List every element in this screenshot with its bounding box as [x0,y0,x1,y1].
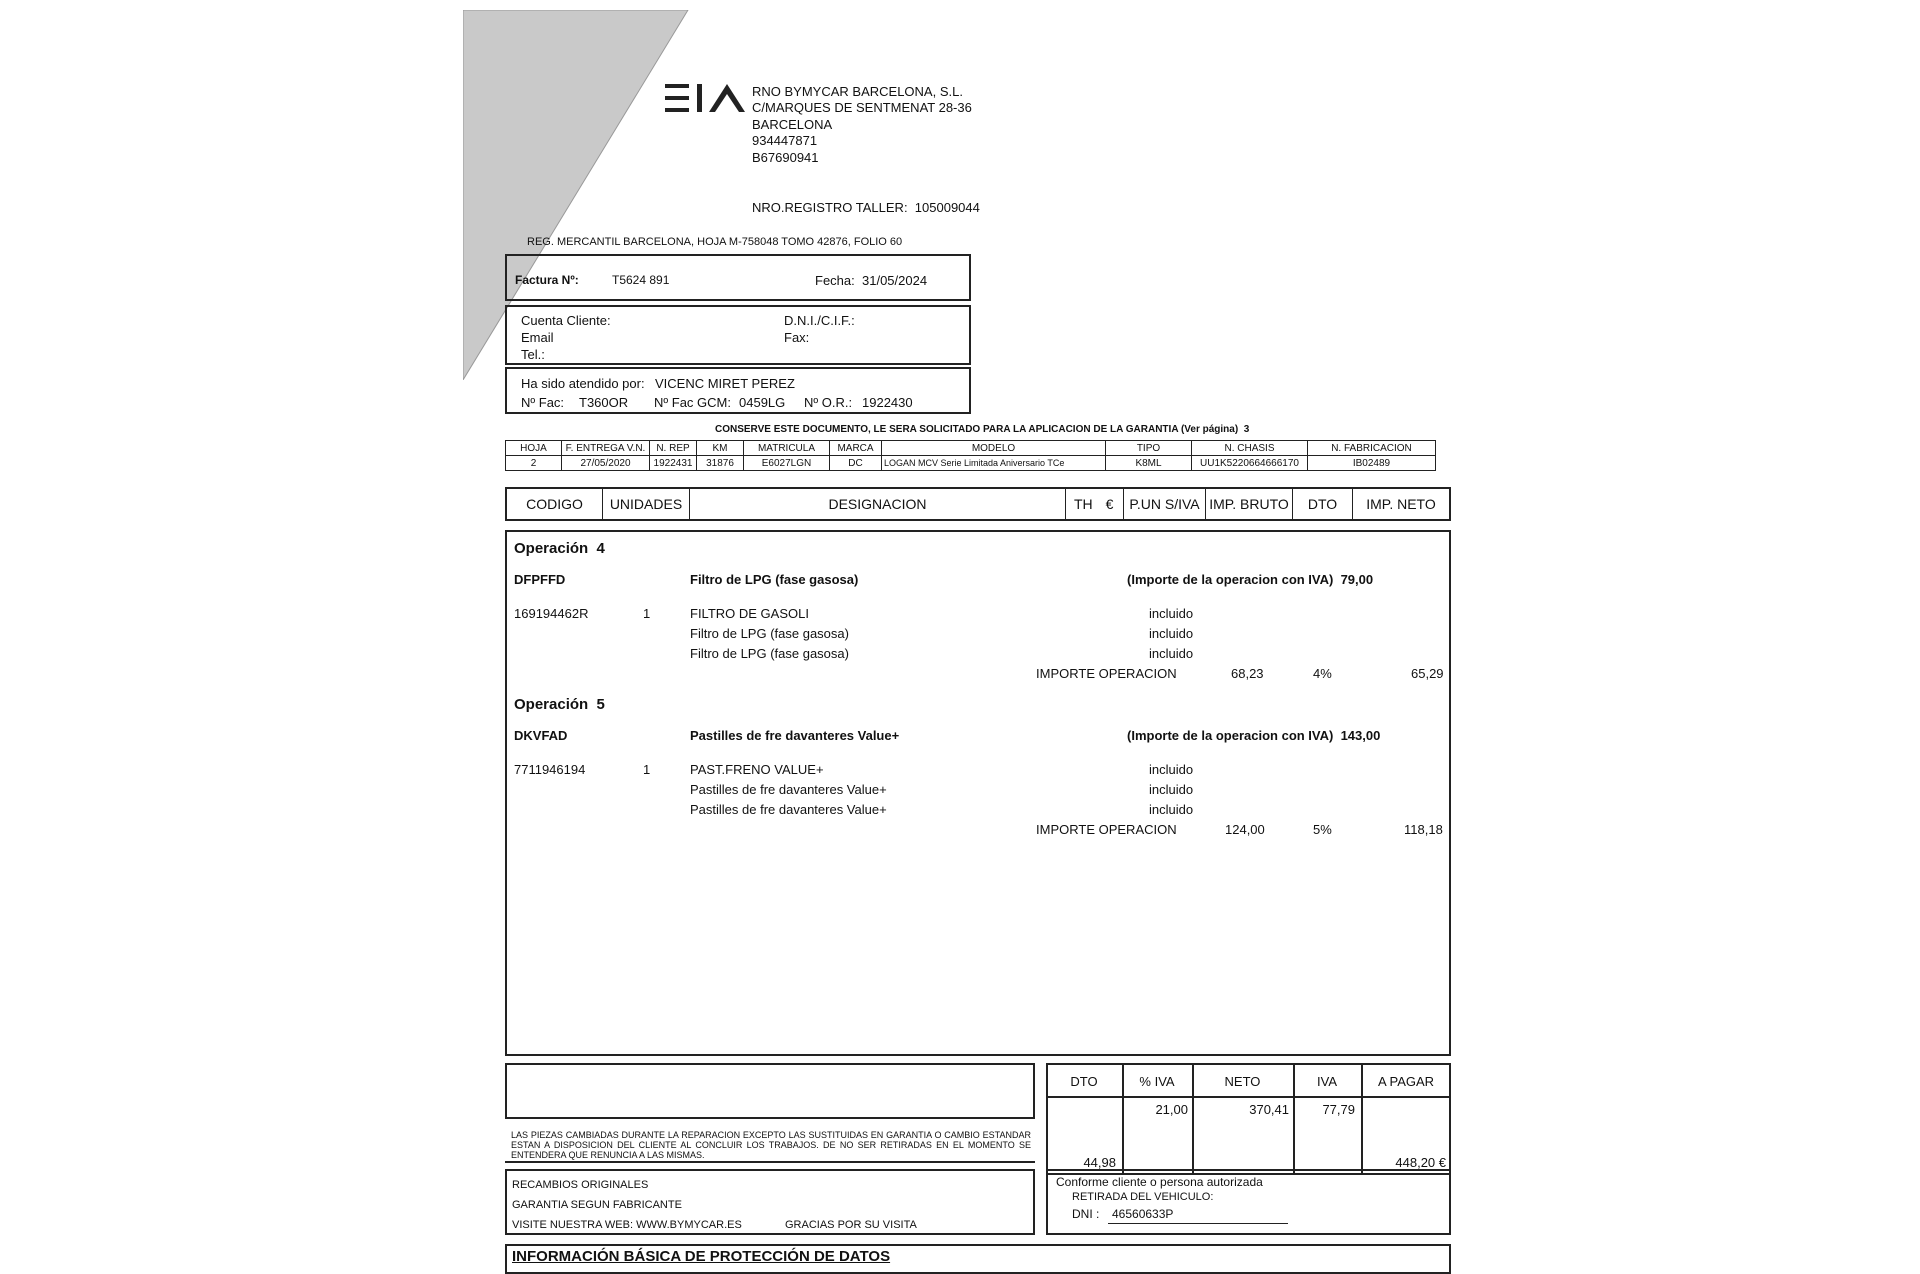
col-euro: € [1096,488,1124,520]
operation-total-dto: 4% [1313,666,1332,681]
line-price: incluido [1149,762,1194,777]
vehicle-table [505,440,1436,471]
client-box [505,305,971,365]
vehicle-value: 1922431 [650,456,697,471]
operation-import: (Importe de la operacion con IVA) 143,00 [1127,728,1381,743]
operation-title: Operación 4 [514,540,605,557]
line-desc: Pastilles de fre davanteres Value+ [690,782,887,797]
totals-apagar: 448,20 € [1395,1155,1446,1170]
signature-box [1046,1169,1451,1235]
vehicle-value: LOGAN MCV Serie Limitada Aniversario TCe [882,456,1106,471]
brand-logo [665,82,750,119]
data-protection-title: INFORMACIÓN BÁSICA DE PROTECCIÓN DE DATOS [512,1248,891,1265]
footer-box [505,1169,1035,1235]
legal-text: LAS PIEZAS CAMBIADAS DURANTE LA REPARACION EXCEPTO LAS SUSTITUIDAS EN GARANTIA O CAMBIO ESTANDAR ESTAN A DISPOSICION DEL CLIENTE AL CONCLUIR LOS TRABAJOS. DE NO SER RETIRADAS EN EL MOMENTO SE ENTENDERA QUE RENUNCIA A LAS MISMAS. [511,1130,1031,1160]
operation-title: Operación 5 [514,696,605,713]
vehicle-header: HOJA [506,441,562,456]
dni-value: 46560633P [1112,1207,1174,1221]
totals-header-apagar: A PAGAR [1377,1074,1435,1089]
col-dto: DTO [1293,488,1353,520]
attended-name: VICENC MIRET PEREZ [655,376,795,391]
col-codigo: CODIGO [507,488,603,520]
factura-label: Factura Nº: [515,273,579,287]
vehicle-value: 31876 [697,456,744,471]
totals-neto: 370,41 [1249,1102,1289,1117]
totals-divider [1046,1096,1451,1098]
vehicle-header: MODELO [882,441,1106,456]
retirada-text: RETIRADA DEL VEHICULO: [1072,1191,1214,1203]
totals-header-dto: DTO [1070,1074,1098,1089]
operation-total-bruto: 68,23 [1231,666,1264,681]
cuenta-cliente-label: Cuenta Cliente: [521,313,611,328]
attended-box [505,367,971,414]
company-address: C/MARQUES DE SENTMENAT 28-36 [752,100,972,115]
fecha-value: 31/05/2024 [862,273,928,288]
recambios-text: RECAMBIOS ORIGINALES [512,1179,649,1191]
col-th: TH [1074,496,1093,512]
vehicle-header: N. FABRICACION [1308,441,1436,456]
col-pun: P.UN S/IVA [1124,488,1206,520]
operation-total-neto: 65,29 [1411,666,1444,681]
vehicle-header-row [506,441,1436,456]
line-desc: Filtro de LPG (fase gasosa) [690,646,849,661]
vehicle-value-row [506,456,1436,471]
vehicle-value: 2 [506,456,562,471]
vehicle-header: MARCA [830,441,882,456]
signature-line [1108,1223,1288,1224]
reg-mercantil: REG. MERCANTIL BARCELONA, HOJA M-758048 TOMO 42876, FOLIO 60 [527,236,903,248]
factura-number: T5624 891 [612,273,670,287]
line-price: incluido [1149,626,1194,641]
vehicle-header: N. REP [650,441,697,456]
col-designacion: DESIGNACION [690,488,1066,520]
attended-label: Ha sido atendido por: [521,376,645,391]
line-code: 7711946194 [514,762,586,777]
line-price: incluido [1149,802,1194,817]
registro-taller: NRO.REGISTRO TALLER: 105009044 [752,200,980,215]
line-price: incluido [1149,646,1194,661]
tel-label: Tel.: [521,347,545,362]
operation-total-label: IMPORTE OPERACION [1036,822,1177,837]
vehicle-header: F. ENTREGA V.N. [562,441,650,456]
nfac-value: T360OR [579,395,629,410]
warranty-notice: CONSERVE ESTE DOCUMENTO, LE SERA SOLICITADO PARA LA APLICACION DE LA GARANTIA (Ver página) 3 [715,424,1250,435]
vehicle-value: DC [830,456,882,471]
nor-label: Nº O.R.: [804,395,853,410]
line-code: 169194462R [514,606,589,621]
line-units: 1 [643,762,651,777]
vehicle-value: K8ML [1106,456,1192,471]
nor-value: 1922430 [862,395,913,410]
garantia-text: GARANTIA SEGUN FABRICANTE [512,1199,682,1211]
dni-label: DNI : [1072,1207,1100,1221]
nfac-gcm-label: Nº Fac GCM: [654,395,731,410]
nfac-label: Nº Fac: [521,395,565,410]
col-neto: IMP. NETO [1366,496,1436,512]
fecha-label: Fecha: [815,273,855,288]
operation-code: DFPFFD [514,572,566,587]
dni-cif-label: D.N.I./C.I.F.: [784,313,855,328]
company-city: BARCELONA [752,117,833,132]
totals-dto-amount: 44,98 [1083,1155,1116,1170]
operation-total-label: IMPORTE OPERACION [1036,666,1177,681]
operation-name: Filtro de LPG (fase gasosa) [690,572,859,587]
company-cif: B67690941 [752,150,819,165]
web-text: VISITE NUESTRA WEB: WWW.BYMYCAR.ES [512,1219,742,1231]
vehicle-header: N. CHASIS [1192,441,1308,456]
operation-total-neto: 118,18 [1404,822,1443,837]
vehicle-value: UU1K5220664666170 [1192,456,1308,471]
vehicle-value: E6027LGN [744,456,830,471]
operation-total-bruto: 124,00 [1225,822,1265,837]
line-price: incluido [1149,782,1194,797]
conforme-text: Conforme cliente o persona autorizada [1056,1175,1263,1189]
company-phone: 934447871 [752,133,818,148]
line-desc: Filtro de LPG (fase gasosa) [690,626,849,641]
operation-name: Pastilles de fre davanteres Value+ [690,728,900,743]
vehicle-header: KM [697,441,744,456]
operation-code: DKVFAD [514,728,568,743]
totals-header-neto: NETO [1224,1074,1261,1089]
divider [505,1161,1035,1163]
totals-header-piva: % IVA [1139,1074,1175,1089]
line-units: 1 [643,606,651,621]
line-desc: Pastilles de fre davanteres Value+ [690,802,887,817]
fax-label: Fax: [784,330,810,345]
col-unidades: UNIDADES [603,488,690,520]
company-name: RNO BYMYCAR BARCELONA, S.L. [752,84,963,99]
operation-import: (Importe de la operacion con IVA) 79,00 [1127,572,1374,587]
col-bruto: IMP. BRUTO [1206,488,1293,520]
email-label: Email [521,330,554,345]
vehicle-header: TIPO [1106,441,1192,456]
notes-box [505,1063,1035,1119]
totals-header-iva: IVA [1317,1074,1337,1089]
totals-piva: 21,00 [1155,1102,1188,1117]
vehicle-value: IB02489 [1308,456,1436,471]
data-protection-box [505,1244,1451,1274]
invoice-box [505,254,971,301]
line-desc: FILTRO DE GASOLI [690,606,809,621]
line-desc: PAST.FRENO VALUE+ [690,762,824,777]
line-price: incluido [1149,606,1194,621]
gracias-text: GRACIAS POR SU VISITA [785,1219,917,1231]
vehicle-value: 27/05/2020 [562,456,650,471]
nfac-gcm-value: 0459LG [739,395,786,410]
totals-iva: 77,79 [1322,1102,1355,1117]
operation-total-dto: 5% [1313,822,1332,837]
vehicle-header: MATRICULA [744,441,830,456]
